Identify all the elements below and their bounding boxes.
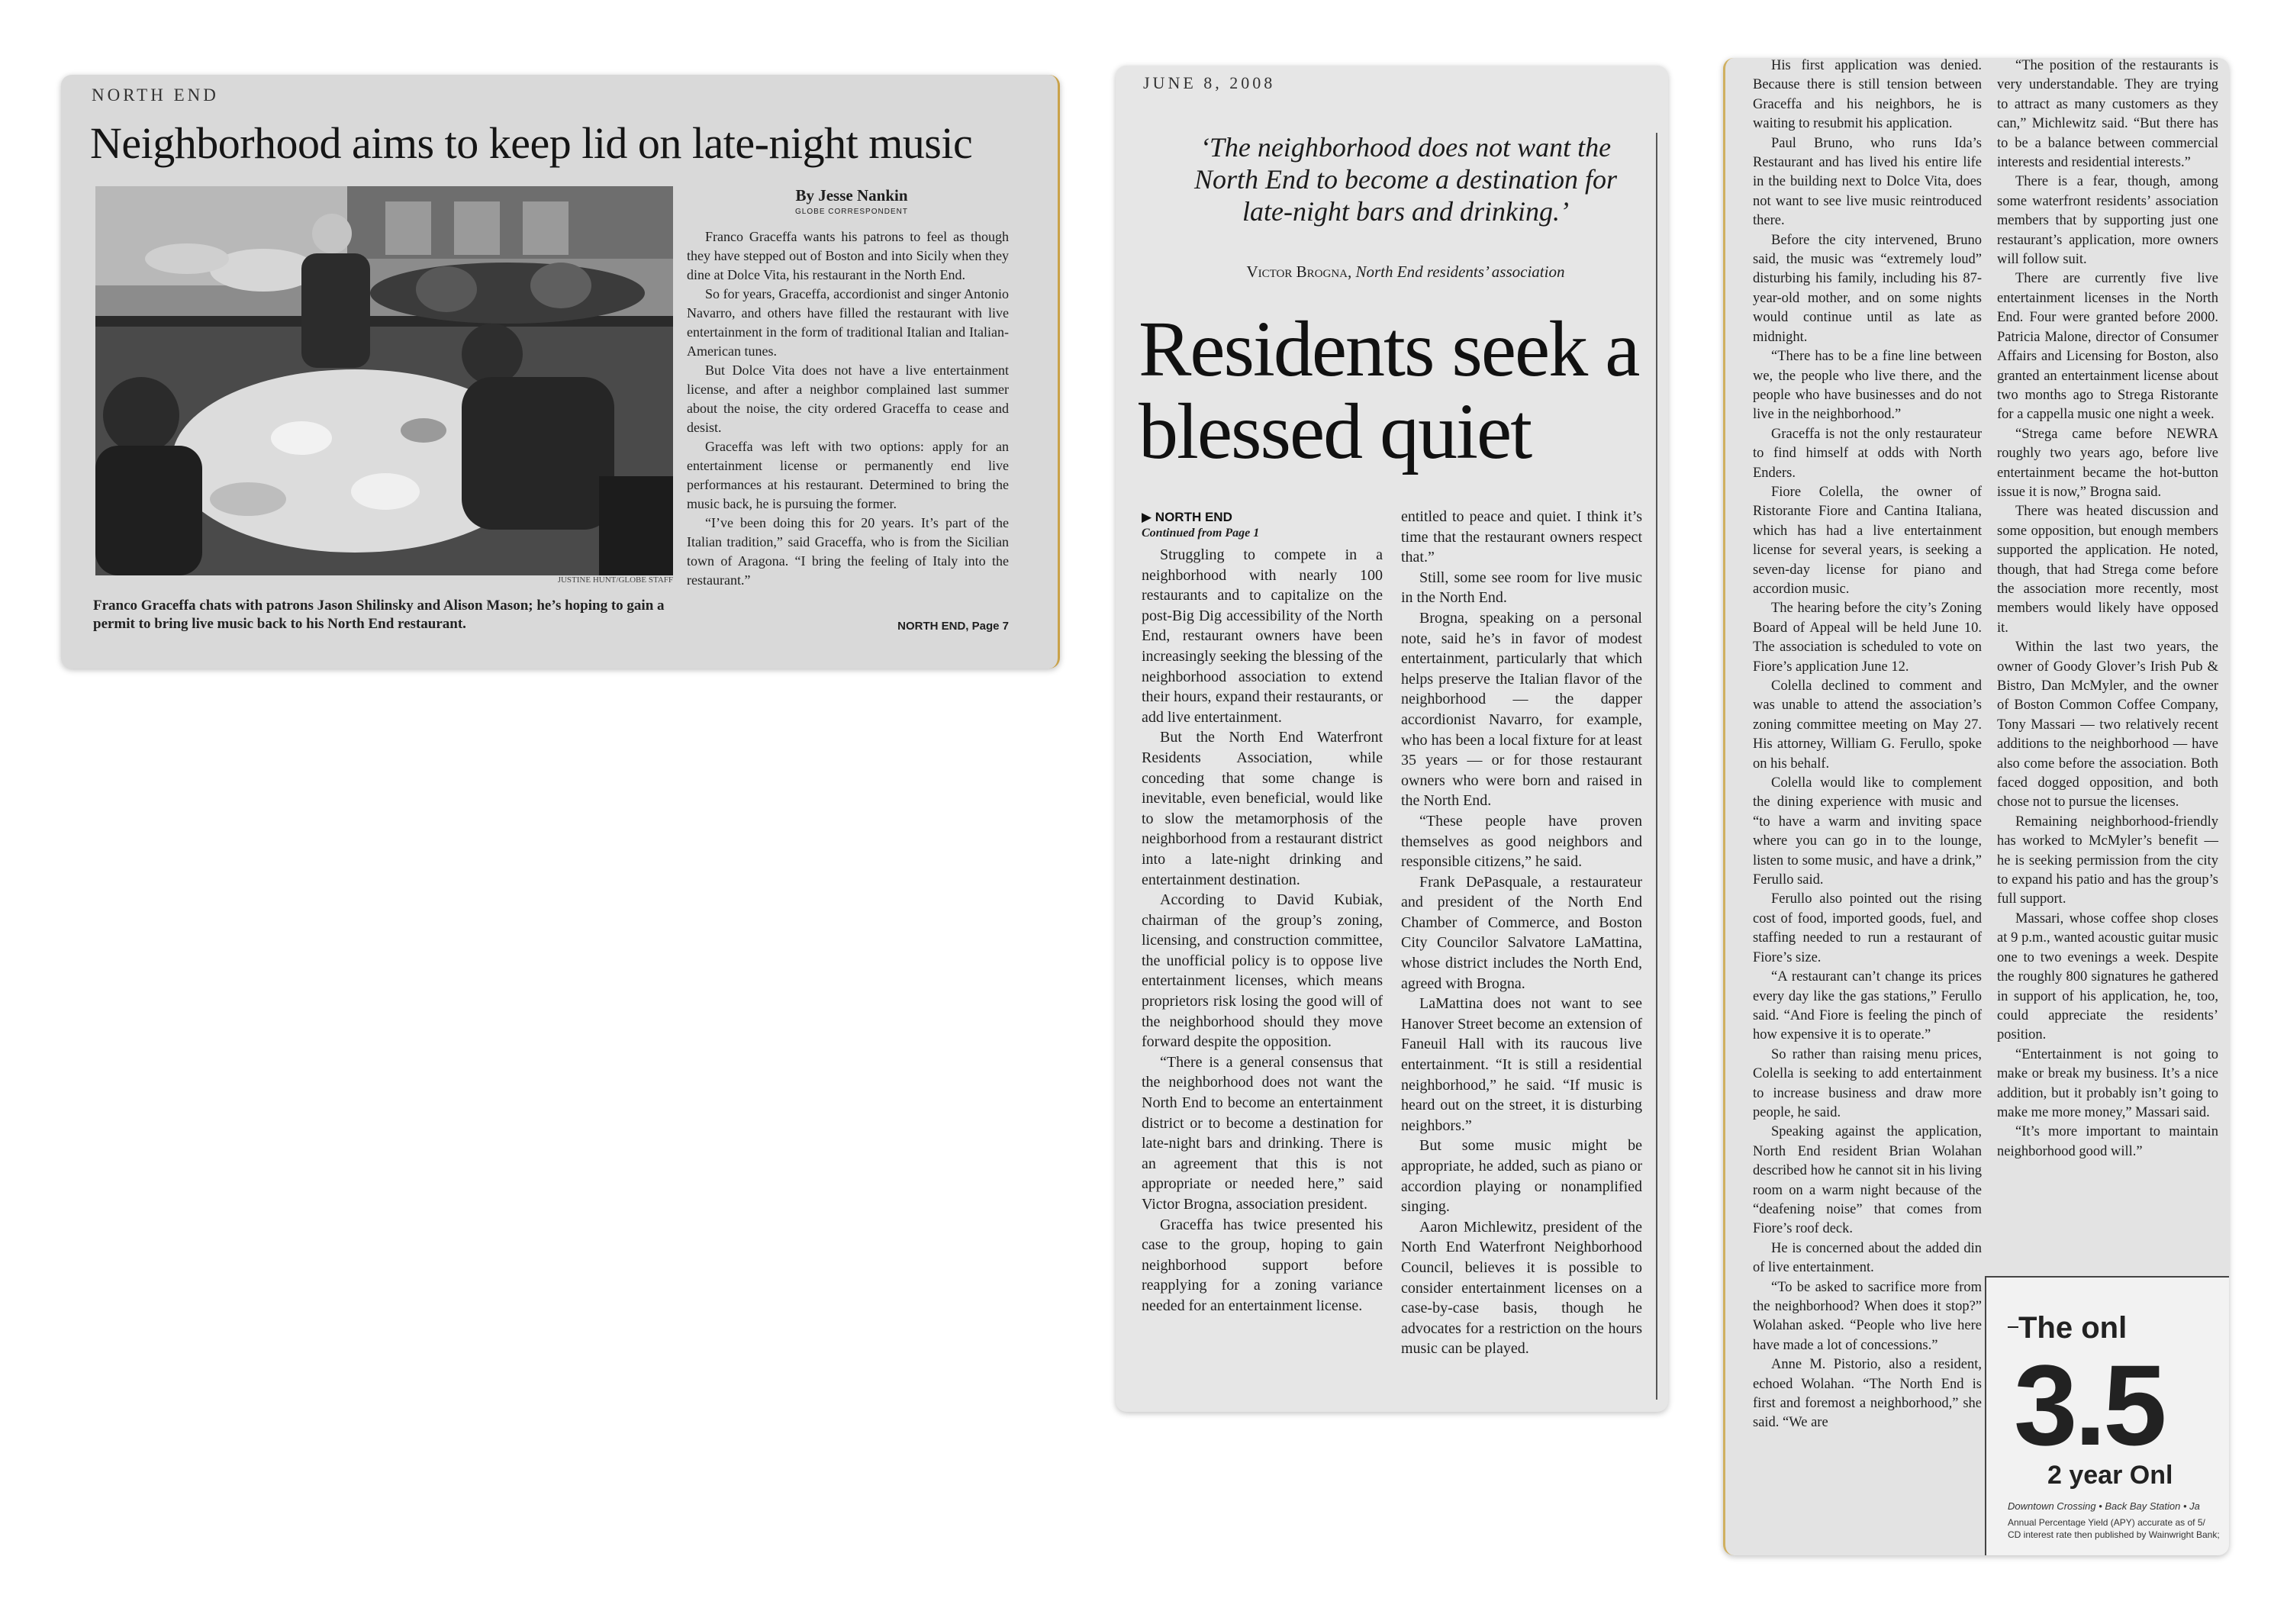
clipping-residents-seek <box>1116 66 1668 1412</box>
paragraph: Brogna, speaking on a personal note, said he’s in favor of modest entertainment, particularly that which helps preserve the Italian flavor of the neighborhood — the dapper accordionist Navarro, for example, who has been a local fixture for at least 35 years — or for those restaurant owners who were born and raised in the North End. <box>1401 609 1642 810</box>
paragraph: There is a fear, though, among some waterfront residents’ association members that by supporting just one restaurant’s application, more owners will follow suit. <box>1997 174 2218 268</box>
quote-name: Victor Brogna, <box>1246 263 1352 281</box>
continued-jump: NORTH END, Page 7 <box>897 620 1009 633</box>
byline: By Jesse Nankin <box>795 186 908 205</box>
paragraph: But Dolce Vita does not have a live entertainment license, and after a neighbor complained last summer about the noise, the city ordered Graceffa to cease and desist. <box>687 362 1009 435</box>
paragraph: Franco Graceffa wants his patrons to feel as though they have stepped out of Boston and into Sicily when they dine at Dolce Vita, his restaurant in the North End. <box>687 229 1009 282</box>
paragraph: Colella would like to complement the dining experience with music and “to have a warm and inviting space where you can go in to the lounge, listen to some music, and have a drink,” Ferullo said. <box>1753 775 1982 888</box>
photo-credit: JUSTINE HUNT/GLOBE STAFF <box>557 575 673 585</box>
paragraph: “It’s more important to maintain neighborhood good will.” <box>1997 1124 2218 1159</box>
ad-fine-print: CD interest rate then published by Wainwright Bank; <box>2008 1529 2220 1540</box>
paragraph: Speaking against the application, North End resident Brian Wolahan described how he cannot sit in his living room on a warm night because of the “deafening noise” that comes from Fiore’s roof deck. <box>1753 1124 1982 1237</box>
paragraph: According to David Kubiak, chairman of the group’s zoning, licensing, and construction committee, the unofficial policy is to oppose live entertainment licenses, which means proprietors risk losing the good will of the neighborhood should they move forward despite the opposition. <box>1142 891 1383 1051</box>
ad-rule <box>2008 1326 2018 1328</box>
photo-drawing <box>95 186 673 575</box>
headline: Residents seek a blessed quiet <box>1139 305 1639 475</box>
photo-caption: Franco Graceffa chats with patrons Jason Shilinsky and Alison Mason; he’s hoping to gain a permit to bring live music back to his North End restaurant. <box>93 598 665 632</box>
paragraph: Massari, whose coffee shop closes at 9 p.m., wanted acoustic guitar music one to two evenings a week. Despite the roughly 800 signatures he gathered in support of his application, he, too, could appreciate the residents’ position. <box>1997 910 2218 1043</box>
paragraph: There was heated discussion and some opposition, but enough members supported the application. He noted, though, that had Strega come before the association more recently, most members would likely have opposed it. <box>1997 504 2218 636</box>
paragraph: “Strega came before NEWRA roughly two years ago, before live entertainment became the hot-button issue it is now,” Brogna said. <box>1997 426 2218 500</box>
paragraph: Still, some see room for live music in the North End. <box>1401 569 1642 607</box>
article-body <box>687 227 1009 590</box>
bank-advertisement <box>1985 1276 2229 1555</box>
paragraph: Within the last two years, the owner of Goody Glover’s Irish Pub & Bistro, Dan McMyler, and the owner of Boston Common Coffee Company, Tony Massari — two relatively recent additions to the neighborhood — have also come before the association. Both faced dogged opposition, and both chose not to pursue the licenses. <box>1997 640 2218 810</box>
quote-org: North End residents’ association <box>1355 263 1565 281</box>
byline-role: GLOBE CORRESPONDENT <box>795 208 908 216</box>
paragraph: His first application was denied. Because there is still tension between Graceffa and his neighbors, he is waiting to resubmit his application. <box>1753 58 1982 132</box>
paragraph: “I’ve been doing this for 20 years. It’s part of the Italian tradition,” said Graceffa, who is from the Sicilian town of Aragona. “I bring the feeling of Italy into the restaurant.” <box>687 515 1009 588</box>
dateline: JUNE 8, 2008 <box>1143 73 1276 92</box>
paragraph: He is concerned about the added din of live entertainment. <box>1753 1240 1982 1276</box>
column-rule <box>1656 133 1657 1400</box>
paragraph: Ferullo also pointed out the rising cost of food, imported goods, fuel, and staffing needed to run a restaurant of Fiore’s size. <box>1753 891 1982 965</box>
headline: Neighborhood aims to keep lid on late-night music <box>90 118 973 168</box>
clipping-continuation <box>1723 58 2229 1555</box>
column-left <box>1753 58 1982 1433</box>
ad-term: 2 year Onl <box>2047 1461 2173 1490</box>
paragraph: “There is a general consensus that the neighborhood does not want the North End to become an entertainment district or to become a destination for late-night bars and drinking. There is an agreement that this is not appropriate or needed here,” said Victor Brogna, association president. <box>1142 1053 1383 1213</box>
paragraph: But some music might be appropriate, he added, such as piano or accordion playing or nonamplified singing. <box>1401 1137 1642 1216</box>
column-right <box>1401 507 1642 1359</box>
column-right <box>1997 58 2218 1162</box>
paragraph: “A restaurant can’t change its prices every day like the gas stations,” Ferullo said. “And Fiore is feeling the pinch of how expensive it is to operate.” <box>1753 969 1982 1043</box>
paragraph: Frank DePasquale, a restaurateur and president of the North End Chamber of Commerce, and Boston City Councilor Salvatore LaMattina, whose district includes the North End, agreed with Brogna. <box>1401 873 1642 992</box>
ad-rate: 3.5 <box>2014 1341 2164 1469</box>
continued-from: Continued from Page 1 <box>1142 527 1260 540</box>
paragraph: Graceffa has twice presented his case to the group, hoping to gain neighborhood support before reapplying for a zoning variance needed for an entertainment license. <box>1142 1216 1383 1314</box>
paragraph: Anne M. Pistorio, also a resident, echoed Wolahan. “The North End is first and foremost a neighborhood,” she said. “We are <box>1753 1357 1982 1431</box>
paragraph: Colella declined to comment and was unable to attend the association’s zoning committee meeting on May 27. His attorney, William G. Ferullo, spoke on his behalf. <box>1753 678 1982 772</box>
paragraph: Struggling to compete in a neighborhood with nearly 100 restaurants and to capitalize on the post-Big Dig accessibility of the North End, restaurant owners have been increasingly seeking the blessing of the neighborhood association to extend their hours, expand their restaurants, or add live entertainment. <box>1142 546 1383 726</box>
pull-quote-attribution <box>1177 263 1635 282</box>
paragraph: Remaining neighborhood-friendly has worked to McMyler’s benefit — he is seeking permission from the city to expand his patio and has the group’s full support. <box>1997 814 2218 907</box>
ad-fine-print: Annual Percentage Yield (APY) accurate as of 5/ <box>2008 1517 2205 1528</box>
paragraph: “Entertainment is not going to make or break my business. It’s a nice addition, but it probably isn’t going to make me more money,” Massari said. <box>1997 1046 2218 1120</box>
ad-locations: Downtown Crossing • Back Bay Station • Ja <box>2008 1500 2200 1512</box>
paragraph: The hearing before the city’s Zoning Board of Appeal will be held June 10. The association is scheduled to vote on Fiore’s application June 12. <box>1753 601 1982 675</box>
restaurant-photo <box>95 186 673 575</box>
paragraph: So rather than raising menu prices, Colella is seeking to add entertainment to increase business and draw more people, he said. <box>1753 1046 1982 1120</box>
section-label: NORTH END <box>92 85 219 105</box>
paragraph: “The position of the restaurants is very understandable. They are trying to attract as many customers as they can,” Michlewitz said. “But there has to be a balance between commercial interests and residential interests.” <box>1997 58 2218 171</box>
paragraph: entitled to peace and quiet. I think it’s time that the restaurant owners respect that.” <box>1401 508 1642 566</box>
clipping-neighborhood-aims <box>61 75 1060 669</box>
section-label: ▶ NORTH END <box>1142 510 1232 524</box>
paragraph: Aaron Michlewitz, president of the North End Waterfront Neighborhood Council, believes it is possible to consider entertainment licenses on a case-by-case basis, though he advocates for a restriction on the hours music can be played. <box>1401 1218 1642 1358</box>
paragraph: Fiore Colella, the owner of Ristorante Fiore and Cantina Italiana, which has had a live entertainment license for several years, is seeking a seven-day license for piano and accordion music. <box>1753 484 1982 597</box>
column-left <box>1142 545 1383 1316</box>
paragraph: Before the city intervened, Bruno said, the music was “extremely loud” disturbing his family, including his 87-year-old mother, and on some nights would continue until as late as midnight. <box>1753 232 1982 345</box>
paragraph: Graceffa is not the only restaurateur to find himself at odds with North Enders. <box>1753 426 1982 481</box>
paragraph: But the North End Waterfront Residents Association, while conceding that some change is inevitable, even beneficial, would like to slow the metamorphosis of the neighborhood from a restaurant district into a late-night drinking and entertainment destination. <box>1142 729 1383 888</box>
paragraph: There are currently five live entertainment licenses in the North End. Four were granted before 2000. Patricia Malone, director of Consumer Affairs and Licensing for Boston, also granted an entertainment license about two months ago to Strega Ristorante for a cappella music one night a week. <box>1997 271 2218 423</box>
paragraph: LaMattina does not want to see Hanover Street become an extension of Faneuil Hall with its raucous live entertainment. “It is still a residential neighborhood,” he said. “If music is heard out on the street, it is disturbing neighbors.” <box>1401 995 1642 1134</box>
ad-headline: The onl <box>2018 1311 2128 1345</box>
paragraph: Graceffa was left with two options: apply for an entertainment license or permanently end live performances at his restaurant. Determined to bring the music back, he is pursuing the former. <box>687 439 1009 511</box>
paragraph: So for years, Graceffa, accordionist and singer Antonio Navarro, and others have filled the restaurant with live entertainment in the form of traditional Italian and Italian-American tunes. <box>687 286 1009 359</box>
paragraph: “These people have proven themselves as good neighbors and responsible citizens,” he said. <box>1401 812 1642 871</box>
paragraph: “To be asked to sacrifice more from the neighborhood? When does it stop?” Wolahan asked. “People who live here have made a lot of concessions.” <box>1753 1279 1982 1353</box>
paragraph: Paul Bruno, who runs Ida’s Restaurant and has lived his entire life in the building next to Dolce Vita, does not want to see live music reintroduced there. <box>1753 135 1982 229</box>
pull-quote: ‘The neighborhood does not want the North End to become a destination for late-night bars and drinking.’ <box>1194 132 1617 227</box>
paragraph: “There has to be a fine line between we, the people who live there, and the people who have businesses and do not live in the neighborhood.” <box>1753 349 1982 423</box>
